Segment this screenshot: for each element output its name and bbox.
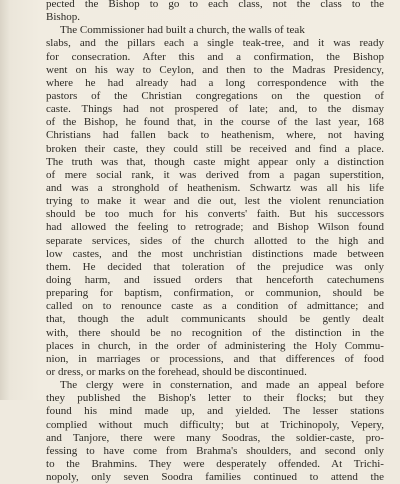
text-line: fessing to have come from Brahma's shoulders, and second only bbox=[46, 444, 384, 457]
text-line: pastors of the Christian congregations on the question of bbox=[46, 89, 384, 102]
text-line: to the Brahmins. They were desperately offended. At Trichi- bbox=[46, 457, 384, 470]
text-line: called on to renounce caste as a condition of admittance; and bbox=[46, 300, 384, 313]
text-line: low castes, and the most unchristian distinctions made between bbox=[46, 247, 384, 260]
text-line: had allowed the feeling to retrograde; and Bishop Wilson found bbox=[46, 221, 384, 234]
text-line: they published the Bishop's letter to their flocks; but they bbox=[46, 392, 384, 405]
text-line: slabs, and the pillars each a single teak-tree, and it was ready bbox=[46, 37, 384, 50]
text-line: and Tanjore, there were many Soodras, the soldier-caste, pro- bbox=[46, 431, 384, 444]
text-line: that, though the adult communicants should be gently dealt bbox=[46, 313, 384, 326]
text-line: complied without much difficulty; but at Trichinopoly, Vepery, bbox=[46, 418, 384, 431]
text-line: Bishop. bbox=[46, 11, 81, 24]
text-line: nopoly, only seven Soodra families continued to attend the bbox=[46, 471, 384, 484]
text-line: should be too much for his converts' faith. But his successors bbox=[46, 208, 384, 221]
text-line: places in church, in the order of administering the Holy Commu- bbox=[46, 339, 384, 352]
text-line: and was a stronghold of heathenism. Schwartz was all his life bbox=[46, 181, 384, 194]
text-line: them. He decided that toleration of the prejudice was only bbox=[46, 260, 384, 273]
text-line: The truth was that, though caste might appear only a distinction bbox=[46, 155, 384, 168]
text-line: broken their caste, they could still be received and find a place. bbox=[46, 142, 384, 155]
text-line: caste. Things had not prospered of late; and, to the dismay bbox=[46, 103, 384, 116]
text-line: preparing for baptism, confirmation, or communion, should be bbox=[46, 287, 384, 300]
text-line: pected the Bishop to go to each class, not the class to the bbox=[46, 0, 384, 10]
body-text bbox=[46, 0, 384, 484]
text-line: or dress, or marks on the forehead, should be discontinued. bbox=[46, 365, 307, 378]
text-line: The clergy were in consternation, and made an appeal before bbox=[60, 379, 384, 392]
text-line: where he had already had a long correspondence with the bbox=[46, 76, 384, 89]
text-line: for consecration. After this and a confirmation, the Bishop bbox=[46, 50, 384, 63]
text-line: of mere social rank, it was derived from a pagan superstition, bbox=[46, 168, 384, 181]
text-line: separate services, sides of the church allotted to the high and bbox=[46, 234, 384, 247]
text-line: of the Bishop, he found that, in the course of the last year, 168 bbox=[46, 116, 384, 129]
text-line: with, there should be no recognition of the distinction in the bbox=[46, 326, 384, 339]
text-line: Christians had fallen back to heathenism, where, not having bbox=[46, 129, 384, 142]
text-line: went on his way to Ceylon, and then to the Madras Presidency, bbox=[46, 63, 384, 76]
text-line: The Commissioner had built a church, the walls of teak bbox=[60, 24, 305, 37]
text-line: found his mind made up, and yielded. The lesser stations bbox=[46, 405, 384, 418]
text-line: doing harm, and issued orders that henceforth catechumens bbox=[46, 273, 384, 286]
text-line: trying to make it wear and die out, lest the violent renunciation bbox=[46, 195, 384, 208]
text-line: nion, in marriages or processions, and that differences of food bbox=[46, 352, 384, 365]
